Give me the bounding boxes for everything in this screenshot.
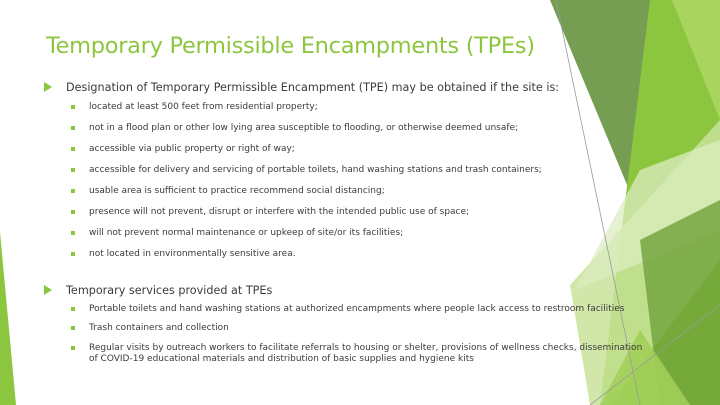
list-item <box>44 165 644 177</box>
slide-title: Temporary Permissible Encampments (TPEs) <box>46 33 535 59</box>
list-item-text: Trash containers and collection <box>89 323 229 333</box>
list-item <box>44 144 644 156</box>
list-item-text: usable area is sufficient to practice recommend social distancing; <box>89 186 385 196</box>
list-item <box>44 123 644 135</box>
list-item-text: accessible for delivery and servicing of portable toilets, hand washing stations and trash containers; <box>89 165 542 175</box>
list-item-text: not in a flood plan or other low lying area susceptible to flooding, or otherwise deemed unsafe; <box>89 123 519 133</box>
list-item-text: accessible via public property or right of way; <box>89 144 295 154</box>
section-heading-text: Temporary services provided at TPEs <box>66 283 273 297</box>
list-item-text: Regular visits by outreach workers to facilitate referrals to housing or shelter, provisions of wellness checks, dissemination of COVID-19 educational materials and distribution of basic supplies and hygiene kits <box>89 342 643 364</box>
square-bullet-icon <box>71 168 75 172</box>
square-bullet-icon <box>71 231 75 235</box>
list-item <box>44 249 644 261</box>
list-item <box>44 228 644 240</box>
list-item-text: Portable toilets and hand washing stations at authorized encampments where people lack access to restroom facilities <box>89 303 625 314</box>
list-item <box>44 207 644 219</box>
square-bullet-icon <box>71 147 75 151</box>
left-accent-shape <box>0 232 16 405</box>
square-bullet-icon <box>71 210 75 214</box>
arrow-bullet-icon <box>44 285 52 295</box>
square-bullet-icon <box>71 307 75 311</box>
list-item-text: presence will not prevent, disrupt or interfere with the intended public use of space; <box>89 207 470 217</box>
list-item <box>44 102 644 114</box>
list-item-text: located at least 500 feet from residential property; <box>89 102 318 112</box>
list-item-text: will not prevent normal maintenance or upkeep of site/or its facilities; <box>89 228 404 238</box>
square-bullet-icon <box>71 105 75 109</box>
slide-content <box>44 80 644 366</box>
list-item <box>44 343 644 366</box>
square-bullet-icon <box>71 326 75 330</box>
square-bullet-icon <box>71 189 75 193</box>
list-item <box>44 323 644 335</box>
arrow-bullet-icon <box>44 82 52 92</box>
square-bullet-icon <box>71 252 75 256</box>
square-bullet-icon <box>71 346 75 350</box>
section-heading-designation <box>44 80 644 95</box>
list-item-text: not located in environmentally sensitive area. <box>89 249 296 259</box>
section-heading-text: Designation of Temporary Permissible Encampment (TPE) may be obtained if the site is: <box>66 81 560 94</box>
section-heading-services <box>44 283 644 298</box>
list-item <box>44 304 644 316</box>
list-item <box>44 186 644 198</box>
square-bullet-icon <box>71 126 75 130</box>
